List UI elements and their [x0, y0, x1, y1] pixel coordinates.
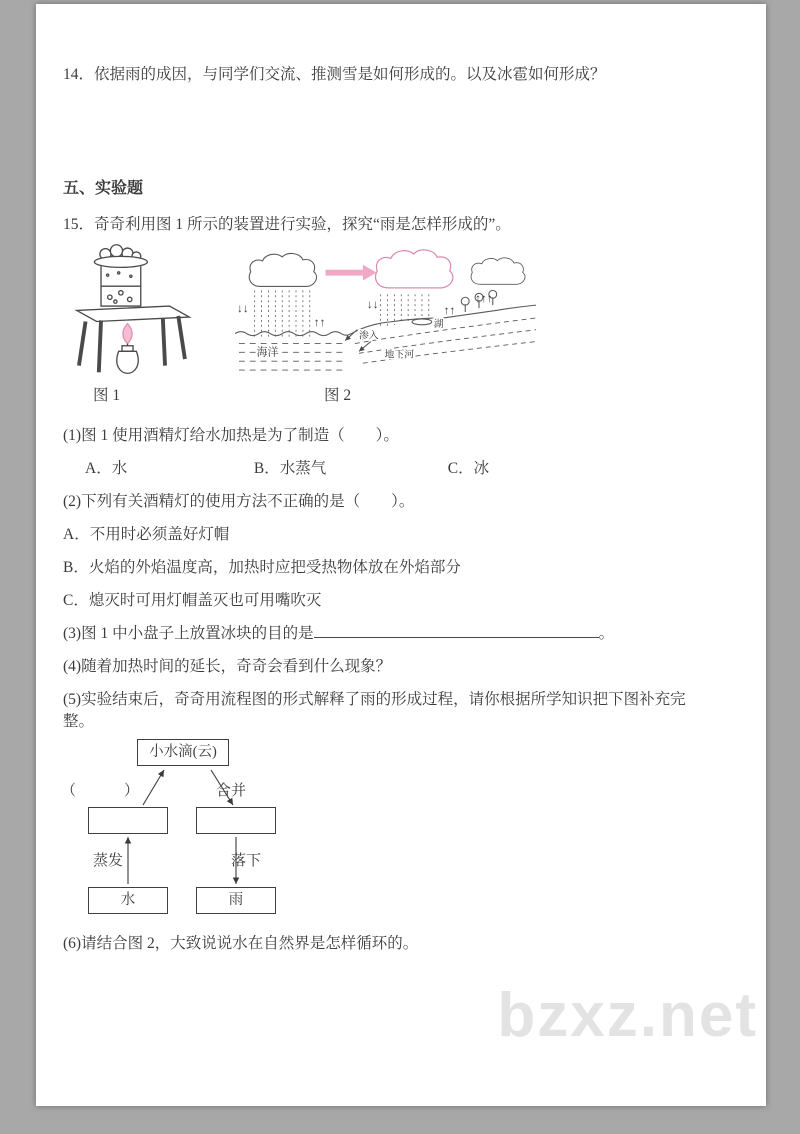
ocean-label: 海洋: [256, 346, 279, 359]
figure-captions: [63, 385, 736, 407]
question-15-2: (2)下列有关酒精灯的使用方法不正确的是（ ）。: [63, 493, 415, 510]
question-14-text: 14．依据雨的成因，与同学们交流、推测雪是如何形成的。以及冰雹如何形成？: [63, 66, 606, 83]
flowchart-fall-label: 落下: [231, 853, 262, 869]
question-15-5: (5)实验结束后，奇奇用流程图的形式解释了雨的形成过程，请你根据所学知识把下图补充完整。: [63, 691, 686, 730]
flowchart-box-water: 水: [88, 887, 168, 914]
underground-texture: [355, 318, 536, 363]
infiltrate-label: 渗入: [358, 330, 379, 342]
answer-blank-line: [314, 624, 599, 638]
rain-left: [255, 290, 310, 337]
figures-row: [63, 242, 736, 381]
question-15-1-options: [63, 458, 736, 480]
ocean-texture: [239, 344, 345, 371]
ocean-surface: [235, 332, 351, 336]
pink-cloud-arrow: [326, 265, 377, 281]
down-arrows-left-icon: ↓↓: [236, 301, 249, 316]
question-15-6: (6)请结合图 2，大致说说水在自然界是怎样循环的。: [63, 935, 419, 952]
section-5-title: 五、实验题: [63, 180, 144, 197]
rain-formation-flowchart: [63, 739, 383, 919]
stand-top: [77, 306, 190, 321]
down-arrows-center-icon: ↓↓: [366, 297, 379, 312]
flowchart-box-blank-left: [88, 807, 168, 834]
question-15-4: (4)随着加热时间的延长，奇奇会看到什么现象？: [63, 658, 392, 675]
question-15-3-text: (3)图 1 中小盘子上放置冰块的目的是: [63, 625, 314, 642]
question-15-intro: 15．奇奇利用图 1 所示的装置进行实验，探究“雨是怎样形成的”。: [63, 216, 511, 233]
document-content: [36, 4, 766, 955]
figure1-heating-apparatus-illustration: [63, 242, 213, 380]
ice-plate: [94, 256, 147, 267]
cloud-right: [471, 258, 525, 284]
option-a: A．水: [85, 460, 128, 477]
cloud-left: [249, 253, 316, 286]
figure1-caption: 图 1: [93, 387, 121, 404]
option-b: B．水蒸气: [253, 460, 327, 477]
question-15-2-option-b: B．火焰的外焰温度高，加热时应把受热物体放在外焰部分: [63, 559, 461, 576]
question-15-3-period: 。: [598, 625, 615, 642]
lake-shape: [412, 319, 432, 325]
underground-river-label: 地下河: [384, 349, 415, 361]
question-15-1: (1)图 1 使用酒精灯给水加热是为了制造（ ）。: [63, 427, 399, 444]
flowchart-evaporate-label: 蒸发: [93, 853, 124, 869]
option-c: C．冰: [447, 460, 490, 477]
document-paper: [36, 4, 766, 1106]
lake-label: 湖: [433, 318, 444, 330]
flowchart-merge-label: 合并: [216, 783, 247, 799]
figure2-caption: 图 2: [324, 387, 352, 404]
site-watermark: bzxz.net: [497, 981, 758, 1050]
flowchart-box-rain: 雨: [196, 887, 276, 914]
infiltrate-arrow-2: [359, 342, 371, 352]
lamp-flame: [123, 324, 132, 344]
question-15-3: [63, 623, 736, 645]
flowchart-blank-label: （ ）: [61, 783, 146, 799]
question-15-2-option-a: A．不用时必须盖好灯帽: [63, 526, 230, 543]
up-arrows-right-icon: ↑↑↑: [475, 291, 493, 306]
up-arrows-lake-icon: ↑↑: [443, 302, 456, 317]
cloud-center: [376, 250, 453, 288]
figure1-drawing: [77, 245, 190, 374]
arrow-rise-to-cloud: [143, 770, 164, 805]
figure2-water-cycle-illustration: [235, 246, 540, 381]
flowchart-box-blank-right: [196, 807, 276, 834]
up-arrows-ocean-icon: ↑↑: [313, 314, 326, 329]
lamp-body: [117, 351, 138, 373]
flowchart-box-cloud-droplets: 小水滴(云): [137, 739, 229, 766]
question-15-2-option-c: C．熄灭时可用灯帽盖灭也可用嘴吹灭: [63, 592, 322, 609]
